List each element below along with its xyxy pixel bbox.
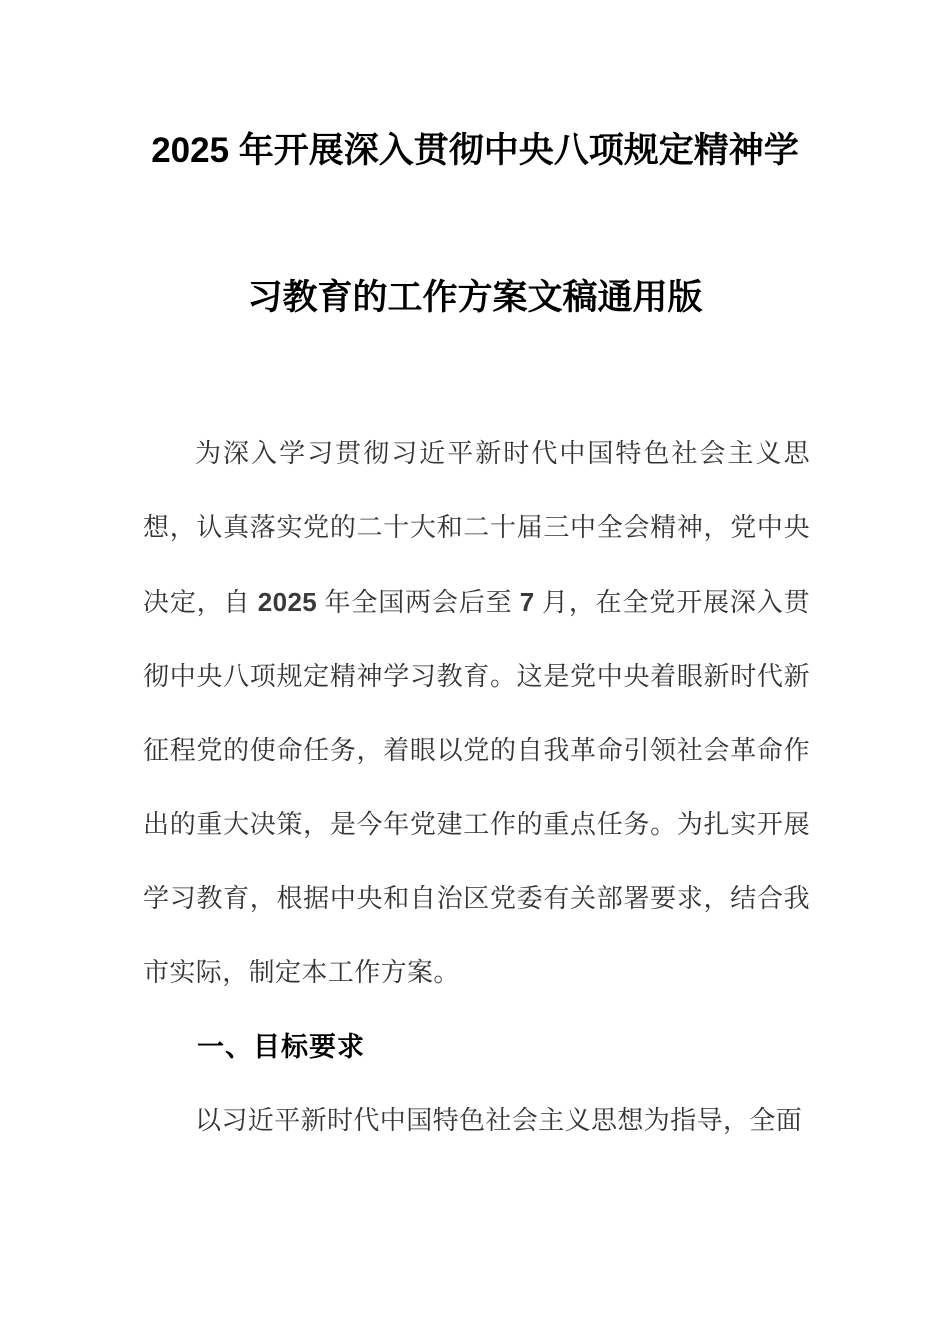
section-heading-goals: 一、目标要求 xyxy=(197,1032,365,1062)
paragraph-goals-opening: 以习近平新时代中国特色社会主义思想为指导，全面 xyxy=(195,1106,803,1135)
document-title-line1: 2025 年开展深入贯彻中央八项规定精神学 xyxy=(151,131,799,170)
paragraph-intro: 为深入学习贯彻习近平新时代中国特色社会主义思想，认真落实党的二十大和二十届三中全会精神，党中央决定，自 2025 年全国两会后至 7 月，在全党开展深入贯彻中央八项规定精神学习教育。这是党中央着眼新时代新征程党的使命任务，着眼以党的自我革命引领社会革命作出的重大决策，是今年党建工作的重点任务。为扎实开展学习教育，根据中央和自治区党委有关部署要求，结合我市实际，制定本工作方案。 xyxy=(143,439,810,987)
document-title-line2: 习教育的工作方案文稿通用版 xyxy=(247,278,703,317)
document-title xyxy=(0,0,950,371)
document-body xyxy=(143,417,810,1158)
